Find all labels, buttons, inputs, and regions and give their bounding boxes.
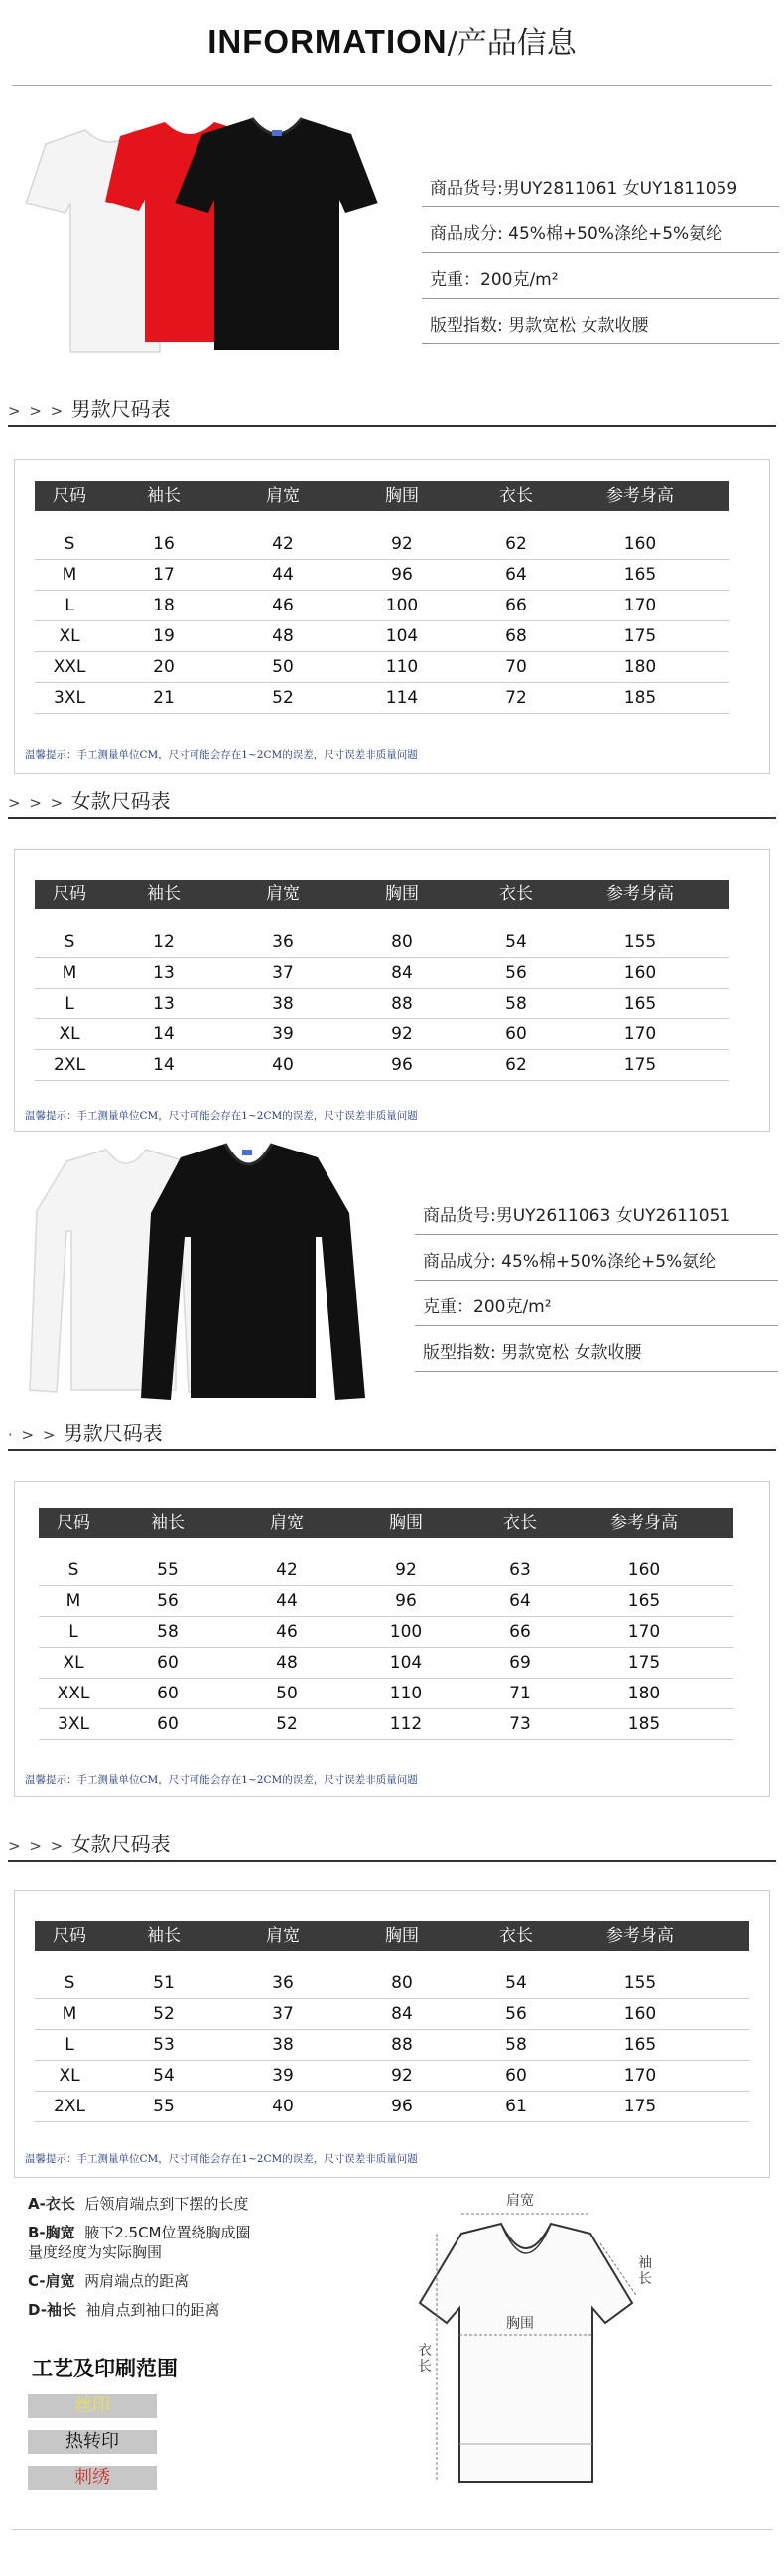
section-title-text: 男款尺码表 (63, 1422, 163, 1445)
table-cell: S (67, 1560, 79, 1580)
table-cell: S (64, 1973, 75, 1993)
table-cell: 170 (627, 1622, 661, 1642)
table-row (35, 1019, 729, 1050)
table-cell: 60 (157, 1684, 179, 1703)
table-header-row (39, 1508, 733, 1538)
table-header-cell: 参考身高 (610, 1513, 678, 1533)
table-cell: 96 (391, 565, 413, 585)
table-cell: 70 (505, 657, 527, 677)
size-table-box-4 (14, 1890, 770, 2178)
measurement-legend (28, 2194, 251, 2329)
table-header-cell: 肩宽 (266, 486, 300, 506)
section-title-text: 女款尺码表 (70, 1832, 171, 1856)
table-cell: 13 (153, 963, 175, 983)
table-cell: 58 (505, 2035, 527, 2055)
legend-text: 袖肩点到袖口的距离 (85, 2301, 220, 2319)
table-cell: 37 (272, 2004, 294, 2024)
table-cell: 80 (391, 932, 413, 952)
table-cell: XL (59, 1024, 80, 1044)
table-cell: 40 (272, 1055, 294, 1075)
product-short-sleeve (0, 94, 784, 392)
craft-tag-silk: 丝印 (28, 2394, 157, 2418)
table-row (39, 1648, 733, 1679)
table-row (35, 2030, 749, 2061)
section-arrows: · > > (8, 1426, 58, 1444)
diagram-label-chest: 胸围 (506, 2316, 534, 2332)
table-cell: 55 (153, 2097, 175, 2116)
product-code: 商品货号:男UY2611063 女UY2611051 (415, 1203, 778, 1235)
table-cell: 60 (157, 1653, 179, 1673)
table-cell: 56 (505, 963, 527, 983)
table-cell: 19 (153, 626, 175, 646)
table-header-cell: 袖长 (151, 1513, 185, 1533)
table-cell: 56 (157, 1591, 179, 1611)
table-cell: 54 (505, 932, 527, 952)
table-cell: 20 (153, 657, 175, 677)
table-cell: L (65, 994, 74, 1014)
table-cell: 160 (623, 534, 657, 554)
table-cell: 165 (623, 994, 657, 1014)
product-weight: 克重：200克/m² (415, 1294, 778, 1326)
table-cell: 112 (389, 1714, 423, 1734)
section-title-men-2 (8, 1418, 776, 1451)
product-long-sleeve (0, 1140, 784, 1408)
table-cell: 69 (509, 1653, 531, 1673)
table-cell: 180 (623, 657, 657, 677)
table-header-cell: 胸围 (385, 486, 419, 506)
table-cell: 60 (157, 1714, 179, 1734)
table-cell: M (62, 2004, 77, 2024)
table-row (35, 958, 729, 989)
table-cell: 2XL (54, 1055, 85, 1075)
table-cell: M (62, 565, 77, 585)
table-cell: 155 (623, 1973, 657, 1993)
table-header-cell: 胸围 (385, 1926, 419, 1946)
table-cell: 72 (505, 688, 527, 708)
table-cell: 64 (505, 565, 527, 585)
table-cell: 165 (627, 1591, 661, 1611)
table-cell: 170 (623, 2066, 657, 2086)
legend-key: D-袖长 (28, 2301, 76, 2319)
table-cell: 88 (391, 994, 413, 1014)
diagram-label-shoulder: 肩宽 (506, 2193, 534, 2209)
table-cell: 40 (272, 2097, 294, 2116)
table-cell: L (65, 596, 74, 615)
table-cell: 96 (391, 2097, 413, 2116)
table-row (35, 1999, 749, 2030)
table-cell: 165 (623, 2035, 657, 2055)
table-row (35, 560, 729, 591)
table-note: 温馨提示：手工测量单位CM，尺寸可能会存在1~2CM的误差，尺寸误差非质量问题 (25, 1774, 418, 1786)
table-cell: 73 (509, 1714, 531, 1734)
size-table-box-3 (14, 1481, 770, 1797)
table-cell: 48 (272, 626, 294, 646)
table-body (39, 1556, 733, 1740)
legend-length (28, 2194, 251, 2214)
long-sleeve-shirts-image (12, 1142, 389, 1405)
table-cell: 66 (505, 596, 527, 615)
craft-title: 工艺及印刷范围 (32, 2357, 178, 2380)
legend-key: A-衣长 (28, 2195, 75, 2213)
product-info-2 (415, 1203, 778, 1386)
table-row (35, 529, 729, 560)
table-cell: 38 (272, 994, 294, 1014)
section-title-text: 男款尺码表 (70, 397, 171, 421)
table-cell: 44 (276, 1591, 298, 1611)
table-cell: 58 (157, 1622, 179, 1642)
table-cell: 52 (276, 1714, 298, 1734)
table-cell: 185 (623, 688, 657, 708)
legend-chest (28, 2223, 251, 2262)
table-row (35, 2061, 749, 2092)
table-header-cell: 袖长 (147, 1926, 181, 1946)
table-note: 温馨提示：手工测量单位CM，尺寸可能会存在1~2CM的误差，尺寸误差非质量问题 (25, 1110, 418, 1122)
table-cell: 42 (276, 1560, 298, 1580)
craft-tag-heat-transfer: 热转印 (28, 2430, 157, 2454)
size-table-box-2 (14, 849, 770, 1132)
section-title-women-2 (8, 1829, 776, 1862)
table-cell: 160 (627, 1560, 661, 1580)
size-table-women-1 (35, 880, 729, 1081)
table-cell: 114 (385, 688, 419, 708)
table-header-cell: 衣长 (499, 1926, 533, 1946)
header-divider (12, 85, 772, 86)
table-cell: 88 (391, 2035, 413, 2055)
table-cell: 165 (623, 565, 657, 585)
table-header-cell: 尺码 (53, 486, 86, 506)
table-cell: 170 (623, 1024, 657, 1044)
table-cell: 62 (505, 1055, 527, 1075)
table-cell: 180 (627, 1684, 661, 1703)
table-header-cell: 参考身高 (606, 884, 674, 904)
table-cell: 12 (153, 932, 175, 952)
table-cell: 68 (505, 626, 527, 646)
table-note: 温馨提示：手工测量单位CM，尺寸可能会存在1~2CM的误差，尺寸误差非质量问题 (25, 749, 418, 761)
tshirt-outline-diagram (402, 2184, 670, 2492)
table-row (35, 1968, 749, 1999)
table-header-cell: 参考身高 (606, 486, 674, 506)
product-code: 商品货号:男UY2811061 女UY1811059 (422, 176, 779, 207)
table-row (39, 1709, 733, 1740)
table-header-cell: 肩宽 (266, 884, 300, 904)
table-header-cell: 袖长 (147, 884, 181, 904)
product-material: 商品成分: 45%棉+50%涤纶+5%氨纶 (415, 1249, 778, 1281)
legend-shoulder (28, 2271, 251, 2291)
section-title-men-1 (8, 393, 776, 427)
table-cell: 52 (272, 688, 294, 708)
table-body (35, 927, 729, 1081)
craft-tag-embroidery: 刺绣 (28, 2466, 157, 2490)
table-cell: 56 (505, 2004, 527, 2024)
table-cell: 39 (272, 2066, 294, 2086)
section-title-text: 女款尺码表 (70, 789, 171, 813)
table-cell: 13 (153, 994, 175, 1014)
title-english: INFORMATION (207, 23, 448, 60)
size-table-women-2 (35, 1921, 749, 2122)
table-cell: 175 (627, 1653, 661, 1673)
table-cell: S (64, 534, 75, 554)
table-cell: M (65, 1591, 81, 1611)
table-row (35, 591, 729, 621)
table-cell: 92 (391, 2066, 413, 2086)
table-cell: XXL (53, 657, 86, 677)
table-cell: M (62, 963, 77, 983)
table-cell: 3XL (54, 688, 85, 708)
legend-sleeve (28, 2300, 251, 2320)
product-fit: 版型指数: 男款宽松 女款收腰 (415, 1340, 778, 1372)
table-header-cell: 衣长 (503, 1513, 537, 1533)
table-header-cell: 胸围 (385, 884, 419, 904)
table-row (35, 621, 729, 652)
diagram-label-sleeve: 袖长 (638, 2255, 652, 2287)
table-header-cell: 尺码 (57, 1513, 90, 1533)
table-cell: 42 (272, 534, 294, 554)
table-cell: L (65, 2035, 74, 2055)
table-cell: 46 (276, 1622, 298, 1642)
table-cell: 54 (505, 1973, 527, 1993)
table-header-cell: 尺码 (53, 884, 86, 904)
table-cell: 17 (153, 565, 175, 585)
table-cell: XL (59, 2066, 80, 2086)
table-cell: 62 (505, 534, 527, 554)
table-cell: 53 (153, 2035, 175, 2055)
section-arrows: > > > (8, 794, 65, 812)
table-header-cell: 尺码 (53, 1926, 86, 1946)
table-body (35, 529, 729, 714)
size-table-box-1 (14, 459, 770, 774)
table-cell: 60 (505, 2066, 527, 2086)
table-cell: 185 (627, 1714, 661, 1734)
table-row (35, 683, 729, 714)
table-cell: 110 (389, 1684, 423, 1703)
table-cell: 96 (391, 1055, 413, 1075)
table-cell: 66 (509, 1622, 531, 1642)
table-cell: 110 (385, 657, 419, 677)
table-header-row (35, 481, 729, 511)
table-cell: 175 (623, 2097, 657, 2116)
section-arrows: > > > (8, 402, 65, 420)
table-cell: 84 (391, 963, 413, 983)
table-cell: 104 (385, 626, 419, 646)
table-cell: 92 (391, 1024, 413, 1044)
table-cell: 175 (623, 626, 657, 646)
table-header-cell: 衣长 (499, 884, 533, 904)
measurement-diagram (402, 2184, 670, 2496)
table-row (39, 1617, 733, 1648)
section-title-women-1 (8, 785, 776, 819)
table-cell: 36 (272, 1973, 294, 1993)
table-cell: 21 (153, 688, 175, 708)
legend-key: C-肩宽 (28, 2272, 75, 2290)
table-cell: 39 (272, 1024, 294, 1044)
table-cell: 80 (391, 1973, 413, 1993)
table-cell: 84 (391, 2004, 413, 2024)
legend-text: 两肩端点的距离 (84, 2272, 190, 2290)
product-material: 商品成分: 45%棉+50%涤纶+5%氨纶 (422, 221, 779, 253)
table-cell: 16 (153, 534, 175, 554)
table-cell: 2XL (54, 2097, 85, 2116)
table-cell: 18 (153, 596, 175, 615)
table-row (35, 1050, 729, 1081)
table-cell: 170 (623, 596, 657, 615)
table-row (39, 1679, 733, 1709)
table-note: 温馨提示：手工测量单位CM，尺寸可能会存在1~2CM的误差，尺寸误差非质量问题 (25, 2153, 418, 2165)
table-cell: 54 (153, 2066, 175, 2086)
table-cell: 155 (623, 932, 657, 952)
table-cell: 50 (276, 1684, 298, 1703)
table-cell: 100 (385, 596, 419, 615)
table-cell: 51 (153, 1973, 175, 1993)
table-cell: 48 (276, 1653, 298, 1673)
table-cell: 14 (153, 1024, 175, 1044)
table-header-cell: 参考身高 (606, 1926, 674, 1946)
table-cell: 58 (505, 994, 527, 1014)
table-cell: 160 (623, 963, 657, 983)
table-cell: 3XL (58, 1714, 89, 1734)
product-info-1 (422, 176, 779, 358)
legend-key: B-胸宽 (28, 2224, 75, 2241)
table-cell: 100 (389, 1622, 423, 1642)
table-cell: 60 (505, 1024, 527, 1044)
table-cell: 63 (509, 1560, 531, 1580)
table-cell: L (68, 1622, 78, 1642)
table-header-cell: 肩宽 (266, 1926, 300, 1946)
table-header-row (35, 880, 729, 909)
table-cell: 71 (509, 1684, 531, 1703)
table-cell: 36 (272, 932, 294, 952)
size-table-men-2 (39, 1508, 733, 1740)
table-row (35, 652, 729, 683)
table-row (39, 1586, 733, 1617)
table-header-row (35, 1921, 749, 1951)
table-cell: 64 (509, 1591, 531, 1611)
table-cell: 46 (272, 596, 294, 615)
table-header-cell: 肩宽 (270, 1513, 304, 1533)
table-row (35, 989, 729, 1019)
section-arrows: > > > (8, 1837, 65, 1855)
table-cell: 92 (391, 534, 413, 554)
table-cell: 175 (623, 1055, 657, 1075)
product-fit: 版型指数: 男款宽松 女款收腰 (422, 313, 779, 344)
table-cell: 160 (623, 2004, 657, 2024)
table-cell: 37 (272, 963, 294, 983)
legend-text: 量度经度为实际胸围 (28, 2243, 163, 2261)
table-header-cell: 袖长 (147, 486, 181, 506)
table-cell: 50 (272, 657, 294, 677)
table-body (35, 1968, 749, 2122)
table-row (35, 2092, 749, 2122)
diagram-label-length: 衣长 (418, 2343, 432, 2374)
table-cell: 55 (157, 1560, 179, 1580)
table-cell: 61 (505, 2097, 527, 2116)
footer-divider (12, 2529, 772, 2530)
table-cell: 92 (395, 1560, 417, 1580)
size-table-men-1 (35, 481, 729, 714)
table-row (39, 1556, 733, 1586)
table-row (35, 927, 729, 958)
legend-text: 腋下2.5CM位置绕胸成圈 (84, 2224, 251, 2241)
table-cell: 38 (272, 2035, 294, 2055)
table-cell: XXL (57, 1684, 90, 1703)
legend-text: 后领肩端点到下摆的长度 (84, 2195, 249, 2213)
table-cell: XL (63, 1653, 84, 1673)
table-cell: 96 (395, 1591, 417, 1611)
table-cell: 14 (153, 1055, 175, 1075)
table-cell: 44 (272, 565, 294, 585)
product-weight: 克重：200克/m² (422, 267, 779, 299)
table-header-cell: 衣长 (499, 486, 533, 506)
table-header-cell: 胸围 (389, 1513, 423, 1533)
short-sleeve-shirts-image (16, 114, 393, 362)
page-header (0, 18, 784, 62)
table-cell: S (64, 932, 75, 952)
table-cell: 104 (389, 1653, 423, 1673)
table-cell: 52 (153, 2004, 175, 2024)
title-chinese: /产品信息 (447, 26, 577, 61)
table-cell: XL (59, 626, 80, 646)
